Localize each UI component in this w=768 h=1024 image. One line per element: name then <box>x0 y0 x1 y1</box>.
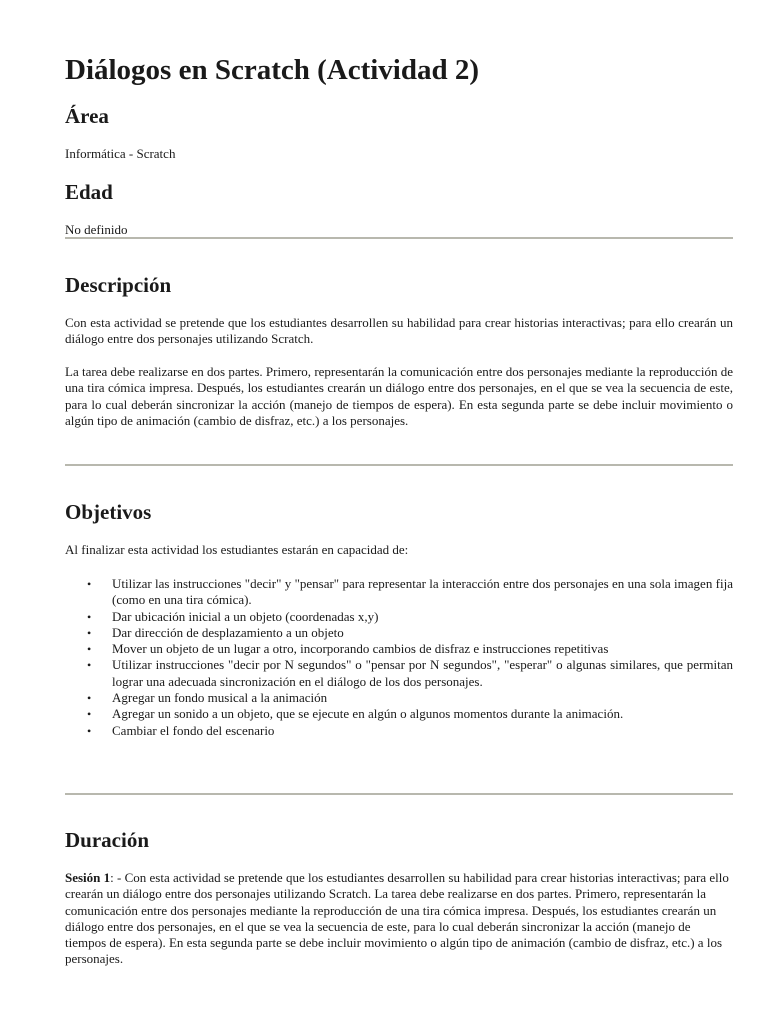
list-item: • Cambiar el fondo del escenario <box>65 723 733 739</box>
page-title: Diálogos en Scratch (Actividad 2) <box>65 54 480 86</box>
list-item: • Agregar un fondo musical a la animación <box>65 690 733 706</box>
divider <box>65 464 733 466</box>
list-item: • Dar ubicación inicial a un objeto (coordenadas x,y) <box>65 609 733 625</box>
list-item: • Utilizar instrucciones "decir por N segundos" o "pensar por N segundos", "esperar" o algunas similares, que permitan lograr una adecuada sincronización en el diálogo de los dos personajes. <box>65 657 733 690</box>
list-item: • Dar dirección de desplazamiento a un objeto <box>65 625 733 641</box>
objetivos-heading: Objetivos <box>65 500 152 524</box>
duracion-session-paragraph <box>65 870 733 968</box>
divider <box>65 237 733 239</box>
objetivos-intro: Al finalizar esta actividad los estudiantes estarán en capacidad de: <box>65 542 409 557</box>
descripcion-paragraph-1: Con esta actividad se pretende que los estudiantes desarrollen su habilidad para crear historias interactivas; para ello crearán un diálogo entre dos personajes utilizando Scratch. <box>65 315 733 347</box>
area-value: Informática - Scratch <box>65 146 176 161</box>
list-item: • Agregar un sonido a un objeto, que se ejecute en algún o algunos momentos durante la animación. <box>65 706 733 722</box>
session-text: : - Con esta actividad se pretende que los estudiantes desarrollen su habilidad para crear historias interactivas; para ello crearán un diálogo entre dos personajes utilizando Scratch. La tarea debe realizarse en dos partes. Primero, representarán la comunicación entre dos personajes mediante la reproducción de una tira cómica impresa. Después, los estudiantes crearán un diálogo entre dos personajes, en el que se vea la secuencia de este, para lo cual deberán sincronizar la acción (manejo de tiempos de espera). En esta segunda parte se debe incluir movimiento o algún tipo de animación (cambio de disfraz, etc.) a los personajes. <box>65 870 729 967</box>
descripcion-paragraph-2: La tarea debe realizarse en dos partes. Primero, representarán la comunicación entre dos personajes mediante la reproducción de una tira cómica impresa. Después, los estudiantes crearán un diálogo entre dos personajes, en el que se vea la secuencia de este, para lo cual deberán sincronizar la acción (manejo de tiempos de espera). En esta segunda parte se debe incluir movimiento o algún tipo de animación (cambio de disfraz, etc.) a los personajes. <box>65 364 733 428</box>
edad-heading: Edad <box>65 180 113 204</box>
list-item: • Mover un objeto de un lugar a otro, incorporando cambios de disfraz e instrucciones repetitivas <box>65 641 733 657</box>
duracion-heading: Duración <box>65 828 149 852</box>
descripcion-heading: Descripción <box>65 273 172 297</box>
divider <box>65 793 733 795</box>
objetivos-list <box>65 576 733 739</box>
area-heading: Área <box>65 104 109 128</box>
list-item: • Utilizar las instrucciones "decir" y "pensar" para representar la interacción entre dos personajes en una sola imagen fija (como en una tira cómica). <box>65 576 733 609</box>
edad-value: No definido <box>65 222 128 237</box>
session-label: Sesión 1 <box>65 870 111 885</box>
